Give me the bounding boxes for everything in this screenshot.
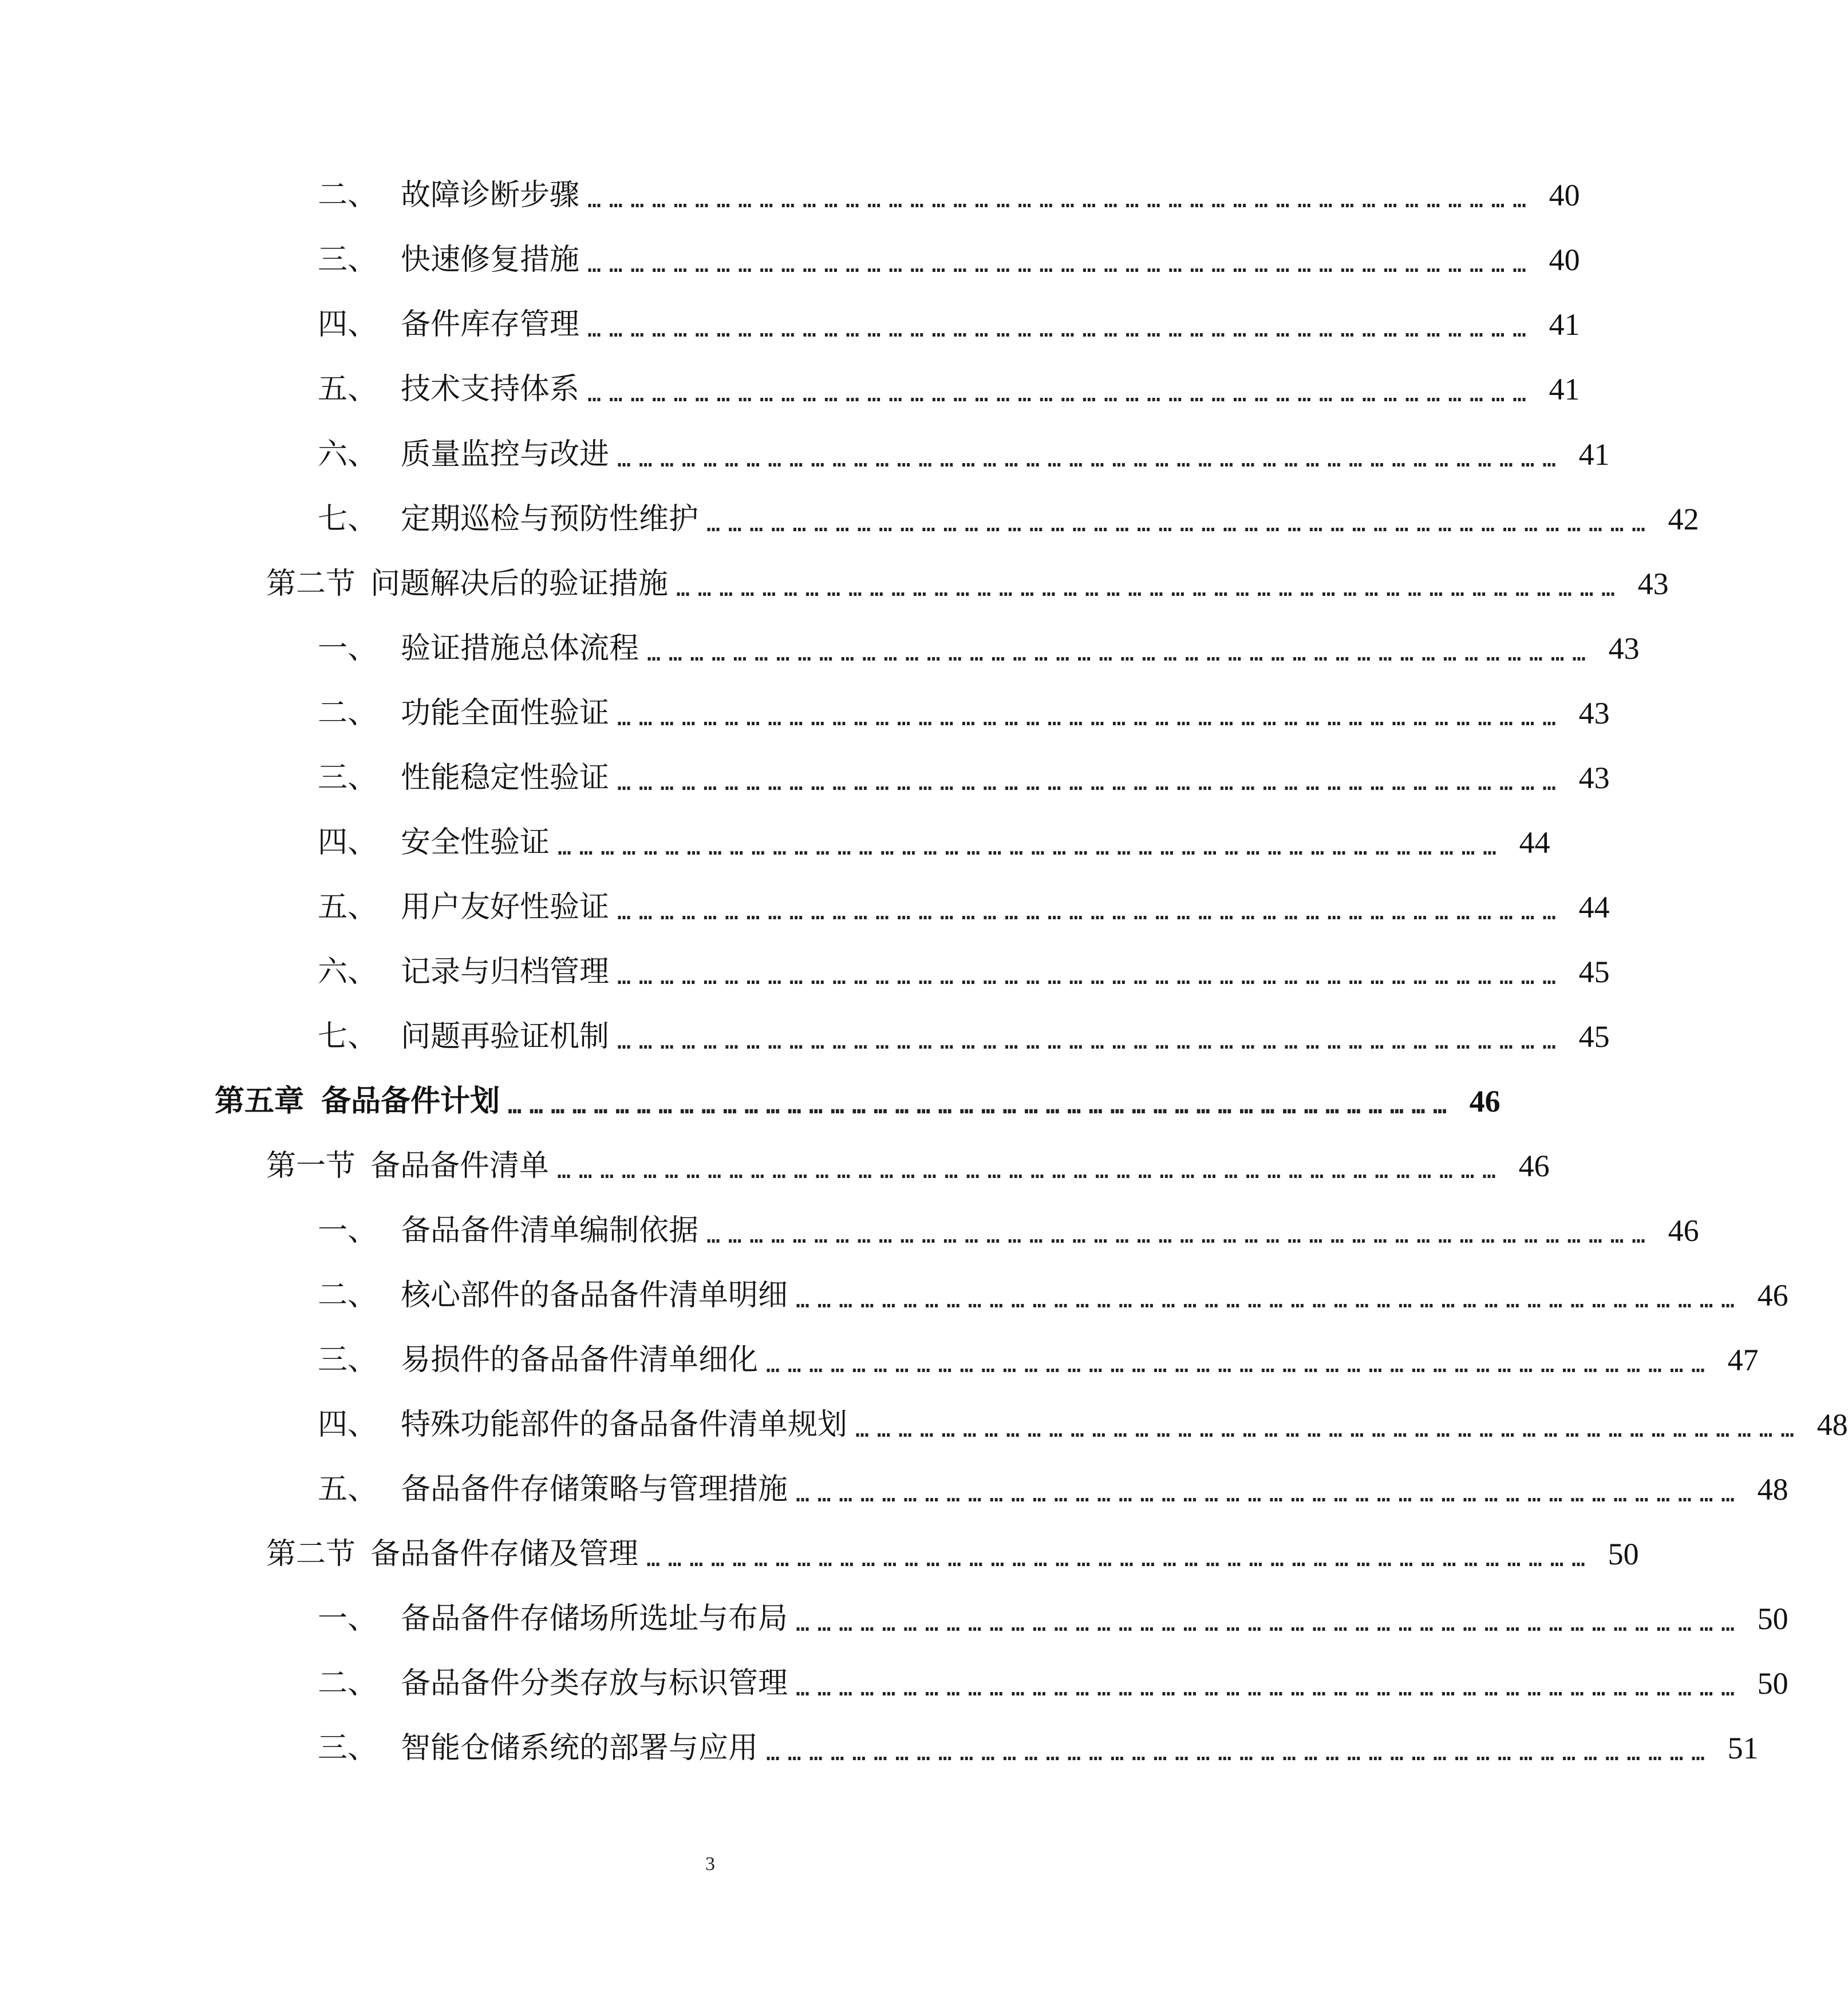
- toc-entry[interactable]: [0, 814, 1550, 871]
- dot-leader: ……………………………………………………………………………………………………………………: [617, 963, 1564, 990]
- dot-leader: ……………………………………………………………………………………………………………………: [676, 575, 1623, 602]
- toc-entry-title: 备件库存管理: [401, 307, 580, 342]
- toc-entry[interactable]: [0, 555, 1669, 612]
- toc-entry-number: 二、: [318, 178, 378, 212]
- toc-entry-title: 备品备件存储策略与管理措施: [401, 1472, 788, 1507]
- dot-leader: ……………………………………………………………………………………………………………………: [617, 899, 1564, 925]
- toc-entry-number: 二、: [318, 696, 378, 730]
- toc-entry-page: 48: [1757, 1472, 1788, 1507]
- dot-leader: ……………………………………………………………………………………………………………………: [557, 1157, 1504, 1184]
- toc-entry-page: 47: [1727, 1343, 1759, 1377]
- toc-entry-title: 验证措施总体流程: [401, 631, 639, 666]
- toc-entry-number: 七、: [318, 502, 378, 536]
- toc-entry-title: 备品备件分类存放与标识管理: [401, 1666, 788, 1701]
- dot-leader: ……………………………………………………………………………………………………………………: [796, 1675, 1743, 1701]
- toc-entry-page: 40: [1549, 243, 1580, 277]
- toc-entry-title: 核心部件的备品备件清单明细: [401, 1278, 788, 1313]
- toc-entry-number: 五、: [318, 372, 378, 406]
- toc-entry-title: 定期巡检与预防性维护: [401, 502, 699, 536]
- toc-entry-title: 特殊功能部件的备品备件清单规划: [401, 1408, 848, 1442]
- toc-entry-page: 43: [1608, 631, 1640, 666]
- dot-leader: ……………………………………………………………………………………………………………………: [617, 769, 1564, 796]
- toc-entry-page: 41: [1549, 372, 1580, 406]
- toc-entry[interactable]: [0, 1720, 1759, 1777]
- toc-entry[interactable]: [0, 426, 1610, 483]
- toc-entry-number: 六、: [318, 955, 378, 989]
- toc-entry-title: 性能稳定性验证: [401, 761, 610, 795]
- toc-entry-number: 二、: [318, 1666, 378, 1701]
- toc-entry-title: 安全性验证: [401, 825, 550, 860]
- toc-entry-page: 43: [1578, 696, 1610, 730]
- dot-leader: ……………………………………………………………………………………………………………………: [855, 1416, 1802, 1442]
- toc-entry-number: 三、: [318, 243, 378, 277]
- toc-entry[interactable]: [0, 685, 1610, 742]
- toc-entry-page: 41: [1549, 307, 1580, 342]
- toc-entry-page: 45: [1578, 1019, 1610, 1054]
- toc-entry-page: 42: [1668, 502, 1699, 536]
- toc-entry-page: 46: [1469, 1084, 1500, 1118]
- toc-entry[interactable]: [0, 879, 1610, 936]
- toc-entry-number: 五、: [318, 1472, 378, 1507]
- toc-entry-title: 功能全面性验证: [401, 696, 610, 730]
- toc-entry-page: 40: [1549, 178, 1580, 212]
- toc-entry-title: 备品备件存储场所选址与布局: [401, 1602, 788, 1636]
- toc-entry[interactable]: [0, 1331, 1759, 1389]
- toc-entry-number: 七、: [318, 1019, 378, 1054]
- toc-entry[interactable]: [0, 1267, 1788, 1324]
- dot-leader: ……………………………………………………………………………………………………………………: [617, 446, 1564, 472]
- toc-entry-number: 第一节: [266, 1149, 356, 1183]
- toc-entry-number: 一、: [318, 1602, 378, 1636]
- toc-entry-number: 一、: [318, 631, 378, 666]
- toc-entry[interactable]: [0, 1396, 1848, 1453]
- toc-entry[interactable]: [0, 231, 1580, 288]
- toc-entry[interactable]: [0, 361, 1580, 418]
- dot-leader: ……………………………………………………………………………………………………………………: [587, 251, 1534, 278]
- toc-entry-page: 46: [1757, 1278, 1788, 1313]
- toc-entry[interactable]: [0, 943, 1610, 1001]
- toc-entry[interactable]: [0, 296, 1580, 353]
- dot-leader: ……………………………………………………………………………………………………………………: [587, 381, 1534, 407]
- dot-leader: ……………………………………………………………………………………………………………………: [647, 640, 1594, 666]
- toc-entry-title: 问题再验证机制: [401, 1019, 610, 1054]
- toc-entry-page: 51: [1727, 1731, 1759, 1765]
- toc-entry[interactable]: [0, 1461, 1788, 1518]
- toc-entry-title: 智能仓储系统的部署与应用: [401, 1731, 759, 1765]
- toc-entry[interactable]: [0, 1137, 1550, 1195]
- toc-entry-number: 六、: [318, 437, 378, 472]
- toc-entry-number: 二、: [318, 1278, 378, 1313]
- toc-entry-page: 45: [1578, 955, 1610, 989]
- toc-entry-page: 46: [1668, 1214, 1699, 1248]
- dot-leader: ……………………………………………………………………………………………………………………: [706, 511, 1653, 537]
- toc-entry-page: 44: [1519, 825, 1550, 860]
- toc-entry-title: 备品备件清单编制依据: [401, 1214, 699, 1248]
- toc-entry[interactable]: [0, 1525, 1639, 1583]
- dot-leader: ……………………………………………………………………………………………………………………: [508, 1093, 1455, 1119]
- toc-entry-number: 三、: [318, 1343, 378, 1377]
- dot-leader: ……………………………………………………………………………………………………………………: [766, 1351, 1713, 1378]
- toc-entry-page: 50: [1757, 1602, 1788, 1636]
- toc-entry-title: 质量监控与改进: [401, 437, 610, 472]
- toc-entry-title: 备品备件计划: [321, 1084, 500, 1118]
- toc-entry-title: 备品备件存储及管理: [370, 1537, 639, 1571]
- toc-entry-number: 第二节: [266, 567, 356, 601]
- toc-entry-page: 50: [1608, 1537, 1639, 1571]
- toc-entry-title: 备品备件清单: [370, 1149, 550, 1183]
- toc-entry-number: 四、: [318, 825, 378, 860]
- toc-entry-title: 问题解决后的验证措施: [370, 567, 669, 601]
- dot-leader: ……………………………………………………………………………………………………………………: [796, 1481, 1743, 1507]
- toc-entry-title: 快速修复措施: [401, 243, 580, 277]
- footer-page-number: 3: [705, 1853, 715, 1875]
- dot-leader: ……………………………………………………………………………………………………………………: [617, 705, 1564, 731]
- toc-entry-title: 用户友好性验证: [401, 890, 610, 924]
- toc-entry-page: 50: [1757, 1666, 1788, 1701]
- toc-entry[interactable]: [0, 1655, 1788, 1712]
- toc-entry-page: 48: [1817, 1408, 1848, 1442]
- toc-entry[interactable]: [0, 1073, 1500, 1130]
- toc-entry-number: 一、: [318, 1214, 378, 1248]
- dot-leader: ……………………………………………………………………………………………………………………: [706, 1222, 1653, 1248]
- dot-leader: ……………………………………………………………………………………………………………………: [587, 187, 1534, 213]
- toc-entry-title: 记录与归档管理: [401, 955, 610, 989]
- toc-entry-number: 四、: [318, 1408, 378, 1442]
- toc-entry[interactable]: [0, 1590, 1788, 1647]
- toc-entry-page: 43: [1578, 761, 1610, 795]
- toc-entry[interactable]: [0, 1202, 1699, 1259]
- toc-entry-number: 四、: [318, 307, 378, 342]
- toc-entry-number: 第二节: [266, 1537, 356, 1571]
- dot-leader: ……………………………………………………………………………………………………………………: [587, 316, 1534, 342]
- toc-entry[interactable]: [0, 491, 1699, 548]
- toc-entry[interactable]: [0, 167, 1580, 224]
- toc-entry-title: 易损件的备品备件清单细化: [401, 1343, 759, 1377]
- dot-leader: ……………………………………………………………………………………………………………………: [617, 1028, 1564, 1054]
- toc-entry-number: 第五章: [215, 1084, 305, 1118]
- toc-entry-title: 技术支持体系: [401, 372, 580, 406]
- toc-entry-title: 故障诊断步骤: [401, 178, 580, 212]
- toc-entry-number: 三、: [318, 1731, 378, 1765]
- dot-leader: ……………………………………………………………………………………………………………………: [766, 1740, 1713, 1766]
- toc-entry-page: 41: [1578, 437, 1610, 472]
- toc-entry[interactable]: [0, 1008, 1610, 1065]
- dot-leader: ……………………………………………………………………………………………………………………: [796, 1287, 1743, 1313]
- toc-entry-page: 44: [1578, 890, 1610, 924]
- toc-entry[interactable]: [0, 749, 1610, 807]
- dot-leader: ……………………………………………………………………………………………………………………: [558, 834, 1505, 860]
- toc-entry-number: 三、: [318, 761, 378, 795]
- toc-entry-number: 五、: [318, 890, 378, 924]
- dot-leader: ……………………………………………………………………………………………………………………: [796, 1610, 1743, 1637]
- toc-entry-page: 46: [1518, 1149, 1550, 1183]
- toc-entry-page: 43: [1637, 567, 1669, 601]
- toc-entry[interactable]: [0, 620, 1640, 677]
- dot-leader: ……………………………………………………………………………………………………………………: [646, 1545, 1593, 1572]
